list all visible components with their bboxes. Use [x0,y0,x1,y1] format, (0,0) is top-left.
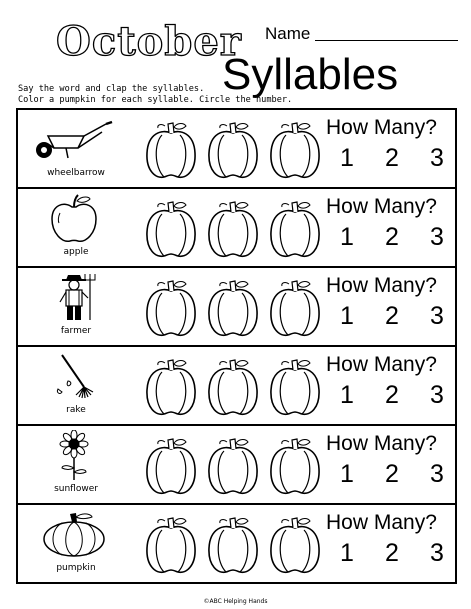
number-choices [332,381,452,410]
number-choices [332,302,452,331]
name-line[interactable] [315,40,458,41]
number-choice[interactable]: 2 [385,144,399,172]
pumpkin-icon[interactable] [268,435,322,497]
number-choice[interactable]: 2 [385,223,399,251]
pumpkin-icon[interactable] [268,514,322,576]
pumpkin-icon[interactable] [206,277,260,339]
pumpkin-icon[interactable] [206,198,260,260]
number-choice[interactable]: 3 [430,144,444,172]
syllable-row [16,345,457,424]
syllable-row [16,187,457,266]
pumpkin-group [140,356,326,418]
worksheet-header [0,0,471,110]
pumpkin-group [140,435,326,497]
sunflower-icon [22,430,130,482]
number-choice[interactable]: 1 [340,223,354,251]
name-field[interactable] [265,24,465,44]
pumpkin-icon[interactable] [268,356,322,418]
word-label: apple [63,247,89,257]
how-many-label: How Many? [326,432,437,455]
pumpkin-group [140,277,326,339]
instructions [18,84,318,106]
instruction-line-1: Say the word and clap the syllables. [18,84,205,94]
number-choice[interactable]: 3 [430,539,444,567]
wheelbarrow-icon [22,114,130,166]
how-many-label: How Many? [326,116,437,139]
name-label: Name [265,24,311,43]
number-choice[interactable]: 2 [385,539,399,567]
word-label: sunflower [54,484,98,494]
syllable-row [16,108,457,187]
number-choices [332,460,452,489]
pumpkin-icon[interactable] [144,435,198,497]
number-choice[interactable]: 3 [430,302,444,330]
syllable-row [16,503,457,584]
number-choices [332,223,452,252]
pumpkin-group [140,198,326,260]
word-label: pumpkin [56,563,96,573]
syllable-rows [16,108,457,584]
farmer-icon [22,272,130,324]
syllable-row [16,424,457,503]
copyright-footer: ©ABC Helping Hands [203,598,268,605]
number-choice[interactable]: 2 [385,381,399,409]
pumpkin-icon[interactable] [268,119,322,181]
number-choice[interactable]: 2 [385,302,399,330]
pumpkin-group [140,514,326,576]
pumpkin-icon[interactable] [144,198,198,260]
number-choice[interactable]: 1 [340,302,354,330]
word-label: rake [66,405,86,415]
pumpkin-group [140,119,326,181]
syllable-row [16,266,457,345]
pumpkin-icon[interactable] [144,514,198,576]
number-choice[interactable]: 3 [430,223,444,251]
pumpkin-icon[interactable] [206,119,260,181]
number-choices [332,144,452,173]
how-many-label: How Many? [326,195,437,218]
pumpkin-icon[interactable] [144,119,198,181]
how-many-label: How Many? [326,511,437,534]
month-title: October [56,18,242,65]
how-many-label: How Many? [326,274,437,297]
apple-icon [22,193,130,245]
number-choice[interactable]: 1 [340,381,354,409]
number-choice[interactable]: 1 [340,539,354,567]
number-choice[interactable]: 3 [430,460,444,488]
number-choice[interactable]: 1 [340,144,354,172]
how-many-label: How Many? [326,353,437,376]
number-choice[interactable]: 1 [340,460,354,488]
pumpkin-icon[interactable] [206,514,260,576]
pumpkin-icon[interactable] [268,198,322,260]
number-choice[interactable]: 2 [385,460,399,488]
instruction-line-2: Color a pumpkin for each syllable. Circle the number. [18,95,293,105]
pumpkin-icon[interactable] [144,356,198,418]
page-title: Syllables [222,50,399,99]
pumpkin-icon[interactable] [268,277,322,339]
word-label: farmer [60,326,92,336]
pumpkin-picture-icon [22,509,130,561]
pumpkin-icon[interactable] [206,356,260,418]
rake-icon [22,351,130,403]
pumpkin-icon[interactable] [206,435,260,497]
number-choice[interactable]: 3 [430,381,444,409]
number-choices [332,539,452,568]
word-label: wheelbarrow [47,168,105,178]
pumpkin-icon[interactable] [144,277,198,339]
